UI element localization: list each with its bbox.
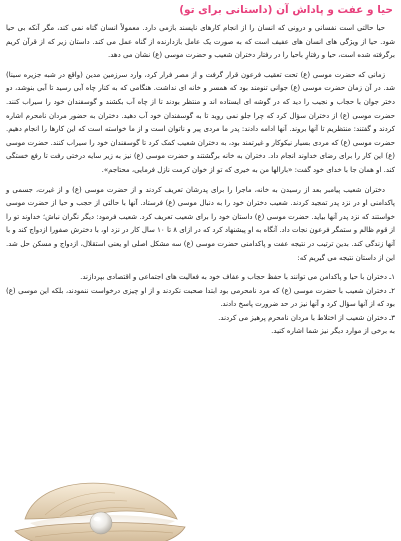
lesson-item: ۲ـ دختران شعیب با حضرت موسی (ع) که مرد نامحرمی بود ابتدا صحبت نکردند و از او چیزی درخواست ننمودند، بلکه این موسی (ع) بود که از آنها سؤال کرد و آنها نیز در حد ضرورت پاسخ دادند. [6, 286, 395, 309]
closing-note: به برخی از موارد دیگر نیز شما اشاره کنید. [271, 327, 395, 336]
paragraph-story: زمانی که حضرت موسی (ع) تحت تعقیب فرعون قرار گرفت و از مصر فرار کرد، وارد سرزمین مدین (واقع در شبه جزیره سینا) شد. در آن زمان حضرت موسی (ع) جوانی تنومند بود که همسر و خانه ای نداشت. هنگامی که به کنار چاه آبی رسید تا آبی بنوشد، دو دختر جوان با حجاب و نجیب را دید که در گوشه ای ایستاده اند و منتظر بودند تا از چاه آب بکشند و گوسفندان خود را سیراب کنند. حضرت موسی (ع) از دختران سؤال کرد که چرا جلو نمی روید تا به گوسفندان خود آب دهید. دختران به حضور مردان نامحرم اشاره کردند و گفتند: منتظریم تا آنها بروند. آنها ادامه دادند: پدر ما مردی پیر و ناتوان است و از ما خواسته است که این کارها را انجام دهیم. حضرت موسی (ع) که مردی بسیار نیکوکار و غیرتمند بود، به دختران شعیب کمک کرد تا گوسفندان خود را سیراب کنند. حضرت موسی (ع) این کار را برای رضای خداوند انجام داد. دختران به خانه برگشتند و حضرت موسی (ع) نیز به زیر سایه درختی رفت تا رفع خستگی کند. او همان جا با خدای خود گفت: «بارالها من به خیری که تو از خوان کرمت نازل فرمایی، محتاجم». [6, 70, 395, 174]
document-title: حیا و عفت و پاداش آن (داستانی برای تو) [179, 4, 393, 16]
lesson-item: ۳ـ دختران شعیب از اختلاط با مردان نامحرم پرهیز می کردند. [218, 313, 395, 322]
seashell-pearl-icon [5, 479, 195, 541]
paragraph-intro: حیا حالتی است نفسانی و درونی که انسان را از انجام کارهای ناپسند بازمی دارد. معمولاً انسان گناه نمی کند، مگر آنکه بی حیا شود. حیا از ویژگی های انسان های عفیف است که به صورت یک عامل بازدارنده از گناه عمل می کند. داستان زیر که از قرآن کریم برگرفته شده است، حیا و رفتارِ باحیا را در رفتار دختران شعیب و حضرت موسی (ع) نشان می دهد. [6, 24, 395, 60]
lesson-item: ۱ـ دختران با حیا و پاکدامن می توانند با حفظ حجاب و عفاف خود به فعالیت های اجتماعی و اقتصادی بپردازند. [80, 273, 395, 282]
lessons-list [6, 271, 395, 339]
paragraph-conclusion: دختران شعیب پیامبر بعد از رسیدن به خانه، ماجرا را برای پدرشان تعریف کردند و از حضرت موسی (ع) و از غیرت، جسمی و پاکدامنی او در نزد پدر تمجید کردند. شعیب دختران خود را به دنبال موسی (ع) فرستاد. آنها با حالتی از حجب و حیا از حضرت موسی خواستند که نزد پدر آنها بیاید. حضرت موسی (ع) داستان خود را برای شعیب تعریف کرد. شعیب فرمود: دیگر نگران نباش؛ خداوند تو را از قوم ظالم و ستمگر فرعون نجات داد. آنگاه به او پیشنهاد کرد که در ازای ۸ تا ۱۰ سال کار در نزد او، با دخترش صفورا ازدواج کند و با آنها زندگی کند. بدین ترتیب در نتیجه عفت و پاکدامنی حضرت موسی (ع) سه مشکل اصلی او یعنی استقلال، ازدواج و مسکن حل شد. این از داستان نتیجه می گیریم که: [6, 185, 395, 262]
document-body [6, 22, 395, 339]
